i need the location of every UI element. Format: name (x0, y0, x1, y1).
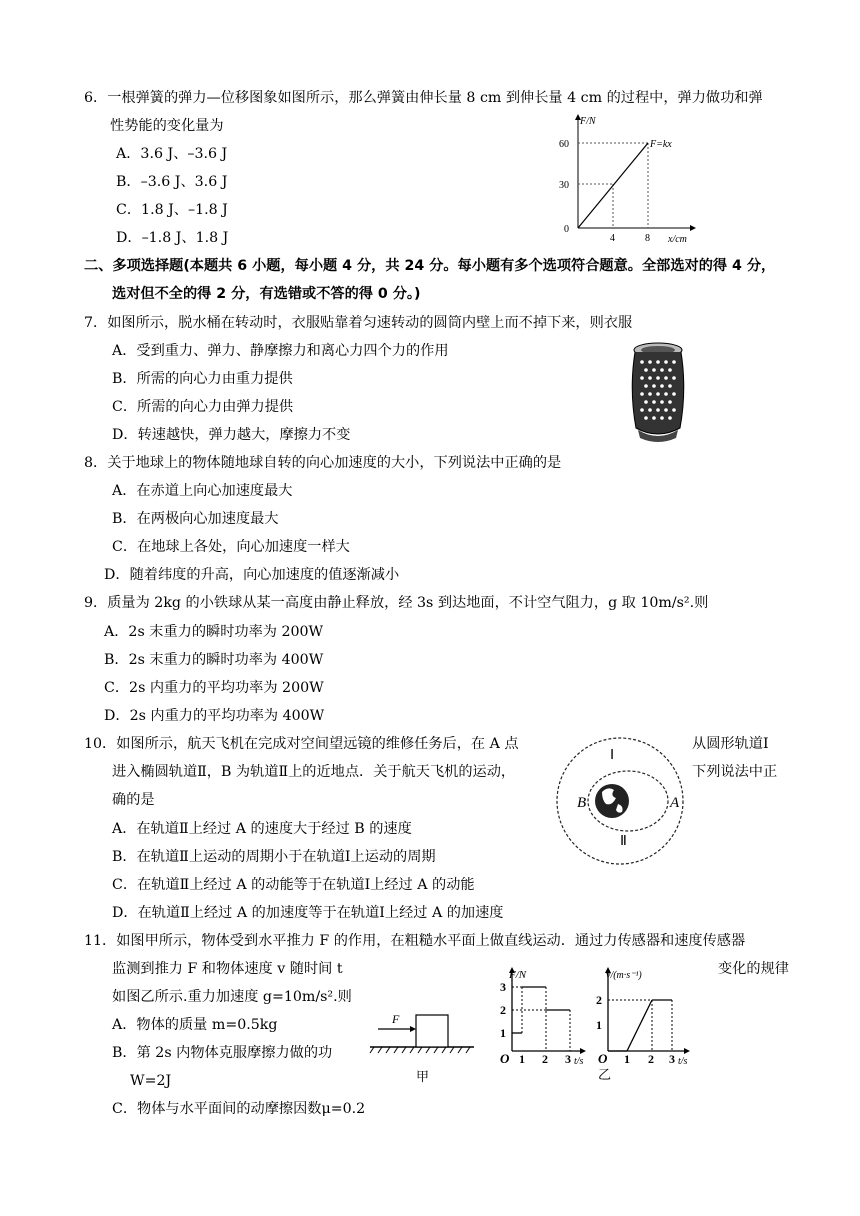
block (416, 1015, 448, 1047)
q10-stem-line2a: 进入椭圆轨道Ⅱ，B 为轨道Ⅱ上的近地点．关于航天飞机的运动， (112, 764, 516, 780)
v-graph-ylabel: v/(m·s⁻¹) (606, 970, 642, 981)
v-graph-y2: 2 (596, 993, 602, 1007)
q8-option-c: C．在地球上各处，向心加速度一样大 (112, 539, 350, 555)
graph-origin: 0 (564, 224, 569, 235)
v-graph-y1: 1 (596, 1018, 602, 1032)
force-time-graph (490, 965, 590, 1065)
figure-jia-label: 甲 (416, 1069, 430, 1084)
q11-stem-line3: 如图乙所示.重力加速度 g=10m/s².则 (112, 989, 352, 1005)
point-a-label: A (670, 795, 680, 811)
q9-option-c: C．2s 内重力的平均功率为 200W (104, 680, 324, 696)
q10-stem-line1a: 10．如图所示，航天飞机在完成对空间望远镜的维修任务后，在 A 点 (84, 736, 519, 752)
q9-stem: 9．质量为 2kg 的小铁球从某一高度由静止释放，经 3s 到达地面，不计空气阻力，g 取 10m/s².则 (84, 595, 709, 611)
q7-option-d: D．转速越快，弹力越大，摩擦力不变 (112, 427, 351, 443)
graph-tick-4: 4 (610, 233, 615, 244)
q10-option-b: B．在轨道Ⅱ上运动的周期小于在轨道Ⅰ上运动的周期 (112, 849, 436, 865)
f-graph-xlabel: t/s (574, 1056, 584, 1065)
graph-tick-30: 30 (559, 180, 569, 191)
f-graph-t3: 3 (565, 1052, 571, 1065)
q10-stem-line1b: 从圆形轨道Ⅰ (692, 736, 769, 752)
q10-option-a: A．在轨道Ⅱ上经过 A 的速度大于经过 B 的速度 (112, 821, 412, 837)
f-graph-origin: O (500, 1051, 510, 1065)
q11-stem-line2a: 监测到推力 F 和物体速度 v 随时间 t (112, 961, 343, 977)
q7-stem: 7．如图所示，脱水桶在转动时，衣服贴靠着匀速转动的圆筒内壁上而不掉下来，则衣服 (84, 315, 633, 331)
q10-option-c: C．在轨道Ⅱ上经过 A 的动能等于在轨道Ⅰ上经过 A 的动能 (112, 877, 475, 893)
orbit-label-1: Ⅰ (610, 748, 615, 763)
v-graph-t2: 2 (648, 1052, 654, 1066)
q6-option-d: D．–1.8 J、1.8 J (116, 230, 229, 246)
q6-stem-line1: 6．一根弹簧的弹力—位移图象如图所示，那么弹簧由伸长量 8 cm 到伸长量 4 cm 的过程中，弹力做功和弹 (84, 90, 763, 106)
q10-option-d: D．在轨道Ⅱ上经过 A 的加速度等于在轨道Ⅰ上经过 A 的加速度 (112, 905, 504, 921)
q11-option-a: A．物体的质量 m=0.5kg (112, 1017, 278, 1033)
q6-option-c: C．1.8 J、–1.8 J (116, 202, 228, 218)
q8-option-b: B．在两极向心加速度最大 (112, 511, 279, 527)
f-graph-y1: 1 (500, 1026, 506, 1040)
f-graph-t2: 2 (542, 1052, 548, 1065)
q11-option-b-line1: B．第 2s 内物体克服摩擦力做的功 (112, 1045, 333, 1061)
q6-option-a: A．3.6 J、–3.6 J (116, 146, 228, 162)
v-graph-t1: 1 (624, 1052, 630, 1066)
section2-heading-line2: 选对但不全的得 2 分，有选错或不答的得 0 分。) (112, 286, 421, 302)
v-graph-xlabel: t/s (678, 1056, 688, 1067)
q8-option-a: A．在赤道上向心加速度最大 (112, 483, 293, 499)
q9-option-a: A．2s 末重力的瞬时功率为 200W (104, 624, 324, 640)
v-graph-t3: 3 (669, 1052, 675, 1066)
q7-option-b: B．所需的向心力由重力提供 (112, 371, 293, 387)
q9-option-d: D．2s 内重力的平均功率为 400W (104, 708, 325, 724)
q9-option-b: B．2s 末重力的瞬时功率为 400W (104, 652, 324, 668)
f-graph-y3: 3 (500, 980, 506, 994)
v-graph-origin: O (598, 1051, 608, 1066)
orbit-diagram (550, 734, 690, 868)
q11-option-c: C．物体与水平面间的动摩擦因数μ=0.2 (112, 1101, 366, 1117)
spin-dryer-drum-image (626, 340, 690, 444)
figure-yi-label: 乙 (598, 1067, 612, 1082)
graph-ylabel: F/N (580, 116, 596, 127)
q11-stem-line1: 11．如图甲所示，物体受到水平推力 F 的作用，在粗糙水平面上做直线运动．通过力传感器和速度传感器 (84, 933, 746, 949)
f-graph-ylabel: F/N (509, 969, 527, 981)
graph-line-f-kx (578, 143, 648, 228)
q6-option-b: B．–3.6 J、3.6 J (116, 174, 228, 190)
graph-equation: F=kx (650, 139, 672, 150)
block-on-surface-figure (366, 1005, 480, 1085)
f-graph-y2: 2 (500, 1003, 506, 1017)
graph-xlabel: x/cm (668, 234, 687, 245)
q7-option-c: C．所需的向心力由弹力提供 (112, 399, 294, 415)
point-b-label: B (577, 795, 587, 811)
q11-stem-line2b: 变化的规律 (718, 961, 789, 977)
q8-option-d: D．随着纬度的升高，向心加速度的值逐渐减小 (104, 567, 400, 583)
spring-force-graph (552, 110, 702, 246)
q6-stem-line2: 性势能的变化量为 (110, 118, 224, 134)
velocity-time-graph (594, 965, 698, 1085)
q10-stem-line3: 确的是 (112, 792, 155, 808)
q10-stem-line2b: 下列说法中正 (692, 764, 778, 780)
force-label: F (392, 1012, 400, 1026)
q8-stem: 8．关于地球上的物体随地球自转的向心加速度的大小，下列说法中正确的是 (84, 455, 562, 471)
q11-option-b-line2: W=2J (130, 1073, 172, 1089)
graph-tick-8: 8 (645, 233, 650, 244)
section2-heading-line1: 二、多项选择题(本题共 6 小题，每小题 4 分，共 24 分。每小题有多个选项符合题意。全部选对的得 4 分， (84, 258, 776, 274)
f-graph-t1: 1 (519, 1052, 525, 1065)
orbit-label-2: Ⅱ (620, 834, 627, 849)
q7-option-a: A．受到重力、弹力、静摩擦力和离心力四个力的作用 (112, 343, 449, 359)
graph-tick-60: 60 (559, 139, 569, 150)
